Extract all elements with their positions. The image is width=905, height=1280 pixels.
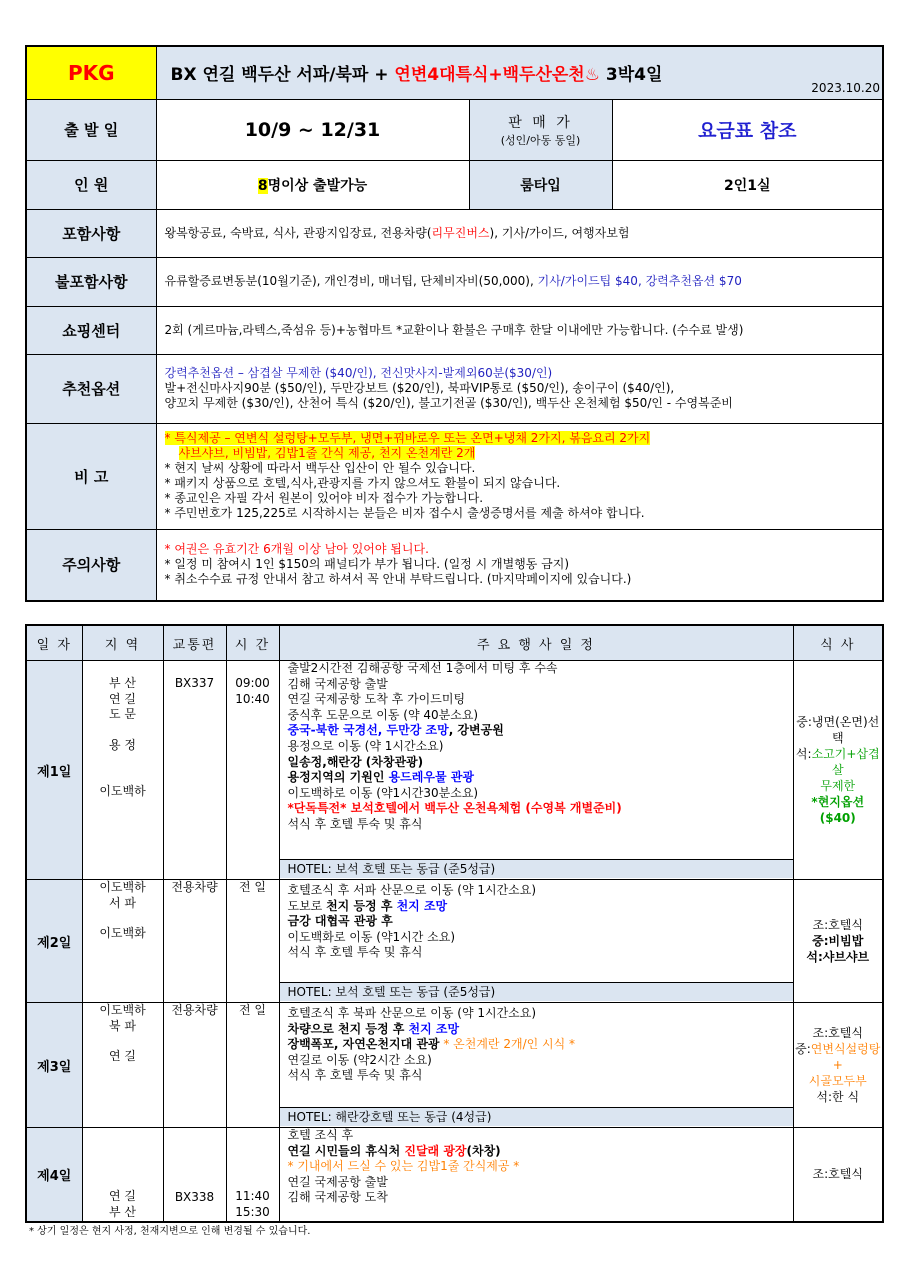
day2-region: 이도백하 서 파 이도백화 xyxy=(82,880,163,1003)
day1-schedule: 출발2시간전 김해공항 국제선 1층에서 미팅 후 수속 김해 국제공항 출발 연길 국제공항 도착 후 가이드미팅 중식후 도문으로 이동 (약 40분소요) 중국-북한 국경선, 두만강 조망, 강변공원 용정으로 이동 (약 1시간소요) 일송정,해란강 (차창관광) 용정지역의 기원인 용드레우물 관광 이도백하로 이동 (약1시간30분소요) *단독특전* 보석호텔에서 백두산 온천욕체험 (수영복 개별준비) 석식 후 호텔 투숙 및 휴식 HOTEL: 보석 호텔 또는 동급 (준5성급) xyxy=(279,661,793,880)
table-row xyxy=(26,661,883,880)
day1-label: 제1일 xyxy=(26,661,82,880)
document-date: 2023.10.20 xyxy=(811,80,881,95)
room-value: 2인1실 xyxy=(612,160,883,209)
remarks-label: 비 고 xyxy=(26,423,156,529)
day1-time: 09:00 10:40 xyxy=(226,661,279,880)
people-value: 8명이상 출발가능 xyxy=(156,160,469,209)
departure-label: 출 발 일 xyxy=(26,99,156,160)
departure-value: 10/9 ~ 12/31 xyxy=(156,99,469,160)
col-time: 시 간 xyxy=(226,625,279,661)
package-title: BX 연길 백두산 서파/북파 + 연변4대특식+백두산온천♨ 3박4일 2023.10.20 xyxy=(156,46,883,99)
day3-hotel: HOTEL: 해란강호텔 또는 동급 (4성급) xyxy=(280,1107,793,1126)
included-value: 왕복항공료, 숙박료, 식사, 관광지입장료, 전용차량(리무진버스), 기사/가이드, 여행자보험 xyxy=(156,209,883,257)
options-label: 추천옵션 xyxy=(26,354,156,423)
people-label: 인 원 xyxy=(26,160,156,209)
remarks-value: * 특식제공 – 연변식 설렁탕+모두부, 냉면+꿔바로우 또는 온면+냉채 2가지, 볶음요리 2가지 샤브샤브, 비빔밥, 김밥1줄 간식 제공, 천지 온천계란 2개 * 현지 날씨 상황에 따라서 백두산 입산이 안 될수 있습니다. * 패키지 상품으로 호텔,식사,관광지를 가지 않으셔도 환불이 되지 않습니다. * 종교인은 자필 각서 원본이 있어야 비자 접수가 가능합니다. * 주민번호가 125,225로 시작하시는 분들은 비자 접수시 출생증명서를 제출 하셔야 합니다. xyxy=(156,423,883,529)
day4-transport: BX338 xyxy=(163,1128,226,1222)
shopping-label: 쇼핑센터 xyxy=(26,306,156,354)
price-label: 판 매 가 (성인/아동 동일) xyxy=(469,99,612,160)
shopping-value: 2회 (게르마늄,라텍스,죽섬유 등)+농협마트 *교환이나 환불은 구매후 한달 이내에만 가능합니다. (수수료 발생) xyxy=(156,306,883,354)
excluded-value: 유류할증료변동분(10월기준), 개인경비, 매너팁, 단체비자비(50,000), 기사/가이드팁 $40, 강력추천옵션 $70 xyxy=(156,257,883,306)
day3-time: 전 일 xyxy=(226,1003,279,1128)
col-schedule: 주 요 행 사 일 정 xyxy=(279,625,793,661)
room-label: 룸타입 xyxy=(469,160,612,209)
col-meal: 식 사 xyxy=(793,625,883,661)
day4-label: 제4일 xyxy=(26,1128,82,1222)
day2-hotel: HOTEL: 보석 호텔 또는 동급 (준5성급) xyxy=(280,982,793,1001)
day4-time: 11:40 15:30 xyxy=(226,1128,279,1222)
table-row xyxy=(26,880,883,1003)
day1-hotel: HOTEL: 보석 호텔 또는 동급 (준5성급) xyxy=(280,859,793,878)
day3-meal: 조:호텔식 중:연변식설렁탕+ 시골모두부 석:한 식 xyxy=(793,1003,883,1128)
schedule-footnote: * 상기 일정은 현지 사정, 천재지변으로 인해 변경될 수 있습니다. xyxy=(29,1226,311,1237)
day3-transport: 전용차량 xyxy=(163,1003,226,1128)
day1-transport: BX337 xyxy=(163,661,226,880)
table-row xyxy=(26,1128,883,1222)
day2-schedule: 호텔조식 후 서파 산문으로 이동 (약 1시간소요) 도보로 천지 등정 후 천지 조망 금강 대협곡 관광 후 이도백화로 이동 (약1시간 소요) 석식 후 호텔 투숙 및 휴식 HOTEL: 보석 호텔 또는 동급 (준5성급) xyxy=(279,880,793,1003)
day4-schedule: 호텔 조식 후 연길 시민들의 휴식처 진달래 광장(차창) * 기내에서 드실 수 있는 김밥1줄 간식제공 * 연길 국제공항 출발 김해 국제공항 도착 xyxy=(279,1128,793,1222)
itinerary-table xyxy=(25,624,884,1223)
price-value: 요금표 참조 xyxy=(612,99,883,160)
table-row xyxy=(26,1003,883,1128)
day3-label: 제3일 xyxy=(26,1003,82,1128)
excluded-label: 불포함사항 xyxy=(26,257,156,306)
day2-time: 전 일 xyxy=(226,880,279,1003)
day3-region: 이도백하 북 파 연 길 xyxy=(82,1003,163,1128)
day3-schedule: 호텔조식 후 북파 산문으로 이동 (약 1시간소요) 차량으로 천지 등정 후 천지 조망 장백폭포, 자연온천지대 관광 * 온천계란 2개/인 시식 * 연길로 이동 (약2시간 소요) 석식 후 호텔 투숙 및 휴식 HOTEL: 해란강호텔 또는 동급 (4성급) xyxy=(279,1003,793,1128)
col-day: 일 자 xyxy=(26,625,82,661)
day1-meal: 중:냉면(온면)선택 석:소고기+삽겹살 무제한 *현지옵션($40) xyxy=(793,661,883,880)
day2-transport: 전용차량 xyxy=(163,880,226,1003)
included-label: 포함사항 xyxy=(26,209,156,257)
col-transport: 교통편 xyxy=(163,625,226,661)
day2-meal: 조:호텔식 중:비빔밥 석:샤브샤브 xyxy=(793,880,883,1003)
hot-spring-icon: ♨ xyxy=(584,65,600,86)
options-value: 강력추천옵션 – 삼겹살 무제한 ($40/인), 전신맛사지-발제외60분($30/인) 발+전신마사지90분 ($50/인), 두만강보트 ($20/인), 북파VIP통로 ($50/인), 송이구이 ($40/인), 양꼬치 무제한 ($30/인), 산천어 특식 ($20/인), 불고기전골 ($30/인), 백두산 온천체험 $50/인 - 수영복준비 xyxy=(156,354,883,423)
package-info-table xyxy=(25,45,884,602)
caution-label: 주의사항 xyxy=(26,529,156,601)
pkg-badge: PKG xyxy=(26,46,156,99)
day4-meal: 조:호텔식 xyxy=(793,1128,883,1222)
col-region: 지 역 xyxy=(82,625,163,661)
day2-label: 제2일 xyxy=(26,880,82,1003)
day4-region: 연 길 부 산 xyxy=(82,1128,163,1222)
caution-value: * 여권은 유효기간 6개월 이상 남아 있어야 됩니다. * 일정 미 참여시 1인 $150의 패널티가 부가 됩니다. (일정 시 개별행동 금지) * 취소수수료 규정 안내서 참고 하셔서 꼭 안내 부탁드립니다. (마지막페이지에 있습니다.) xyxy=(156,529,883,601)
day1-region: 부 산 연 길 도 문 용 정 이도백하 xyxy=(82,661,163,880)
